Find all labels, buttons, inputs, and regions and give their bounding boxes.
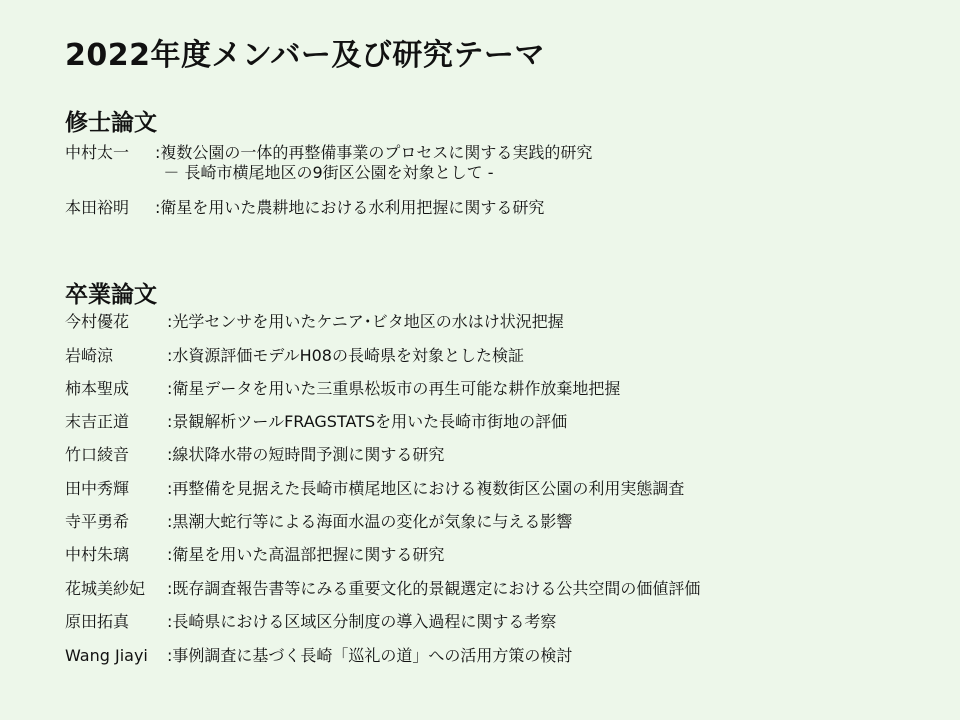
thesis-theme: 事例調査に基づく長崎「巡礼の道」への活用方策の検討 [172,646,573,665]
bachelor-thesis-row [65,445,444,465]
separator: : [155,143,161,162]
thesis-theme: 複数公園の一体的再整備事業のプロセスに関する実践的研究 [160,143,593,162]
thesis-theme: 衛星を用いた農耕地における水利用把握に関する研究 [160,198,545,217]
thesis-theme: 黒潮大蛇行等による海面水温の変化が気象に与える影響 [172,512,573,531]
bachelor-thesis-row [65,412,567,432]
thesis-theme: 衛星を用いた高温部把握に関する研究 [172,545,445,564]
separator: : [155,198,161,217]
thesis-subtitle: － 長崎市横尾地区の9街区公園を対象として - [163,163,494,182]
bachelor-thesis-row [65,545,444,565]
student-name: 寺平勇希 [65,512,130,531]
thesis-theme: 既存調査報告書等にみる重要文化的景観選定における公共空間の価値評価 [172,579,701,598]
student-name: 中村太一 [65,143,130,162]
student-name: 竹口綾音 [65,445,130,464]
student-name: 末吉正道 [65,412,130,431]
page-title: 2022年度メンバー及び研究テーマ [65,38,545,73]
bachelor-thesis-row [65,579,700,599]
student-name: 中村朱璃 [65,545,130,564]
bachelor-thesis-row [65,379,620,399]
student-name: 柿本聖成 [65,379,130,398]
master-thesis-row [65,198,544,218]
section-heading-bachelor: 卒業論文 [65,282,157,308]
thesis-theme: 線状降水帯の短時間予測に関する研究 [172,445,445,464]
separator: : [167,545,173,564]
separator: : [167,479,173,498]
bachelor-thesis-row [65,512,572,532]
separator: : [167,646,173,665]
separator: : [167,379,173,398]
section-heading-master: 修士論文 [65,110,157,136]
master-thesis-row [65,143,592,183]
student-name: Wang Jiayi [65,646,148,665]
thesis-theme: 長崎県における区域区分制度の導入過程に関する考察 [172,612,557,631]
thesis-theme: 光学センサを用いたケニア･ビタ地区の水はけ状況把握 [172,312,564,331]
separator: : [167,512,173,531]
student-name: 岩崎涼 [65,346,114,365]
bachelor-thesis-row [65,312,564,332]
bachelor-thesis-row [65,346,524,366]
student-name: 本田裕明 [65,198,130,217]
thesis-theme-block [160,143,592,183]
thesis-theme: 水資源評価モデルH08の長崎県を対象とした検証 [172,346,524,365]
separator: : [167,445,173,464]
student-name: 花城美紗妃 [65,579,146,598]
student-name: 今村優花 [65,312,130,331]
separator: : [167,579,173,598]
separator: : [167,412,173,431]
bachelor-thesis-row [65,612,556,632]
thesis-theme: 再整備を見据えた長崎市横尾地区における複数街区公園の利用実態調査 [172,479,685,498]
thesis-theme: 景観解析ツールFRAGSTATSを用いた長崎市街地の評価 [172,412,568,431]
bachelor-thesis-row [65,646,572,666]
student-name: 原田拓真 [65,612,130,631]
separator: : [167,312,173,331]
separator: : [167,346,173,365]
bachelor-thesis-row [65,479,684,499]
separator: : [167,612,173,631]
thesis-theme: 衛星データを用いた三重県松坂市の再生可能な耕作放棄地把握 [172,379,621,398]
student-name: 田中秀輝 [65,479,130,498]
